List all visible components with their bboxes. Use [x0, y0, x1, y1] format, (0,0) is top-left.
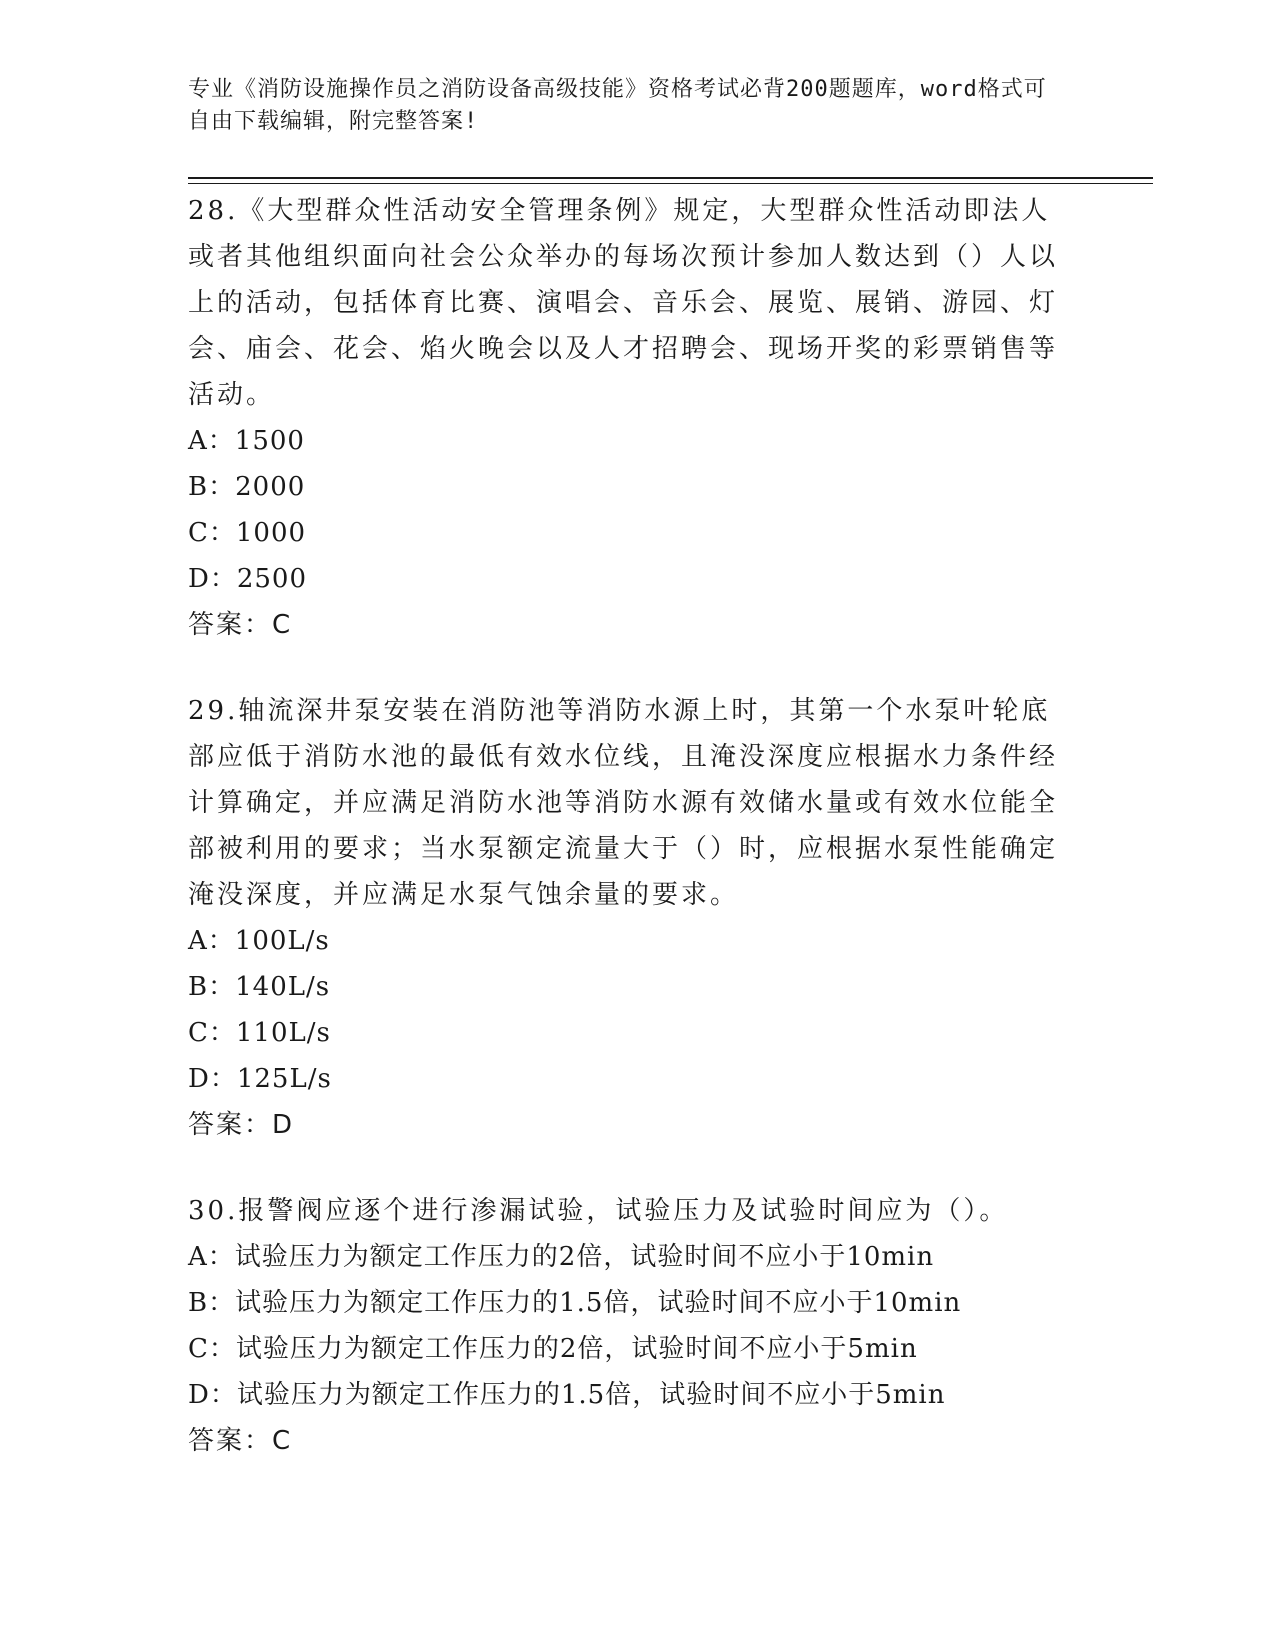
- option-c: C：1000: [188, 518, 307, 548]
- option-c: C：110L/s: [188, 1018, 331, 1048]
- option-d: D：2500: [188, 564, 308, 594]
- option-c: C：试验压力为额定工作压力的2倍，试验时间不应小于5min: [188, 1334, 918, 1364]
- document-header: 专业《消防设施操作员之消防设备高级技能》资格考试必背200题题库，word格式可自由下载编辑，附完整答案!: [188, 77, 1047, 134]
- question-30: [188, 1188, 1078, 1464]
- question-29: [188, 688, 1078, 1148]
- option-a: A：100L/s: [188, 926, 330, 956]
- option-d: D：125L/s: [188, 1064, 332, 1094]
- header-divider-thick: [188, 177, 1153, 179]
- answer: 答案：C: [188, 1426, 293, 1456]
- option-a: A：1500: [188, 426, 305, 456]
- answer: 答案：D: [188, 1110, 295, 1140]
- option-b: B：140L/s: [188, 972, 331, 1002]
- header-divider-thin: [188, 183, 1153, 184]
- answer: 答案：C: [188, 610, 293, 640]
- question-stem: 29.轴流深井泵安装在消防池等消防水源上时，其第一个水泵叶轮底部应低于消防水池的最低有效水位线，且淹没深度应根据水力条件经计算确定，并应满足消防水池等消防水源有效储水量或有效水位能全部被利用的要求；当水泵额定流量大于（）时，应根据水泵性能确定淹没深度，并应满足水泵气蚀余量的要求。: [188, 696, 1059, 910]
- option-d: D：试验压力为额定工作压力的1.5倍，试验时间不应小于5min: [188, 1380, 946, 1410]
- question-stem: 30.报警阀应逐个进行渗漏试验，试验压力及试验时间应为（）。: [188, 1196, 1009, 1226]
- question-28: [188, 188, 1078, 648]
- option-b: B：2000: [188, 472, 306, 502]
- option-a: A：试验压力为额定工作压力的2倍，试验时间不应小于10min: [188, 1242, 935, 1272]
- option-b: B：试验压力为额定工作压力的1.5倍，试验时间不应小于10min: [188, 1288, 962, 1318]
- question-stem: 28.《大型群众性活动安全管理条例》规定，大型群众性活动即法人或者其他组织面向社会公众举办的每场次预计参加人数达到（）人以上的活动，包括体育比赛、演唱会、音乐会、展览、展销、游园、灯会、庙会、花会、焰火晚会以及人才招聘会、现场开奖的彩票销售等活动。: [188, 196, 1059, 410]
